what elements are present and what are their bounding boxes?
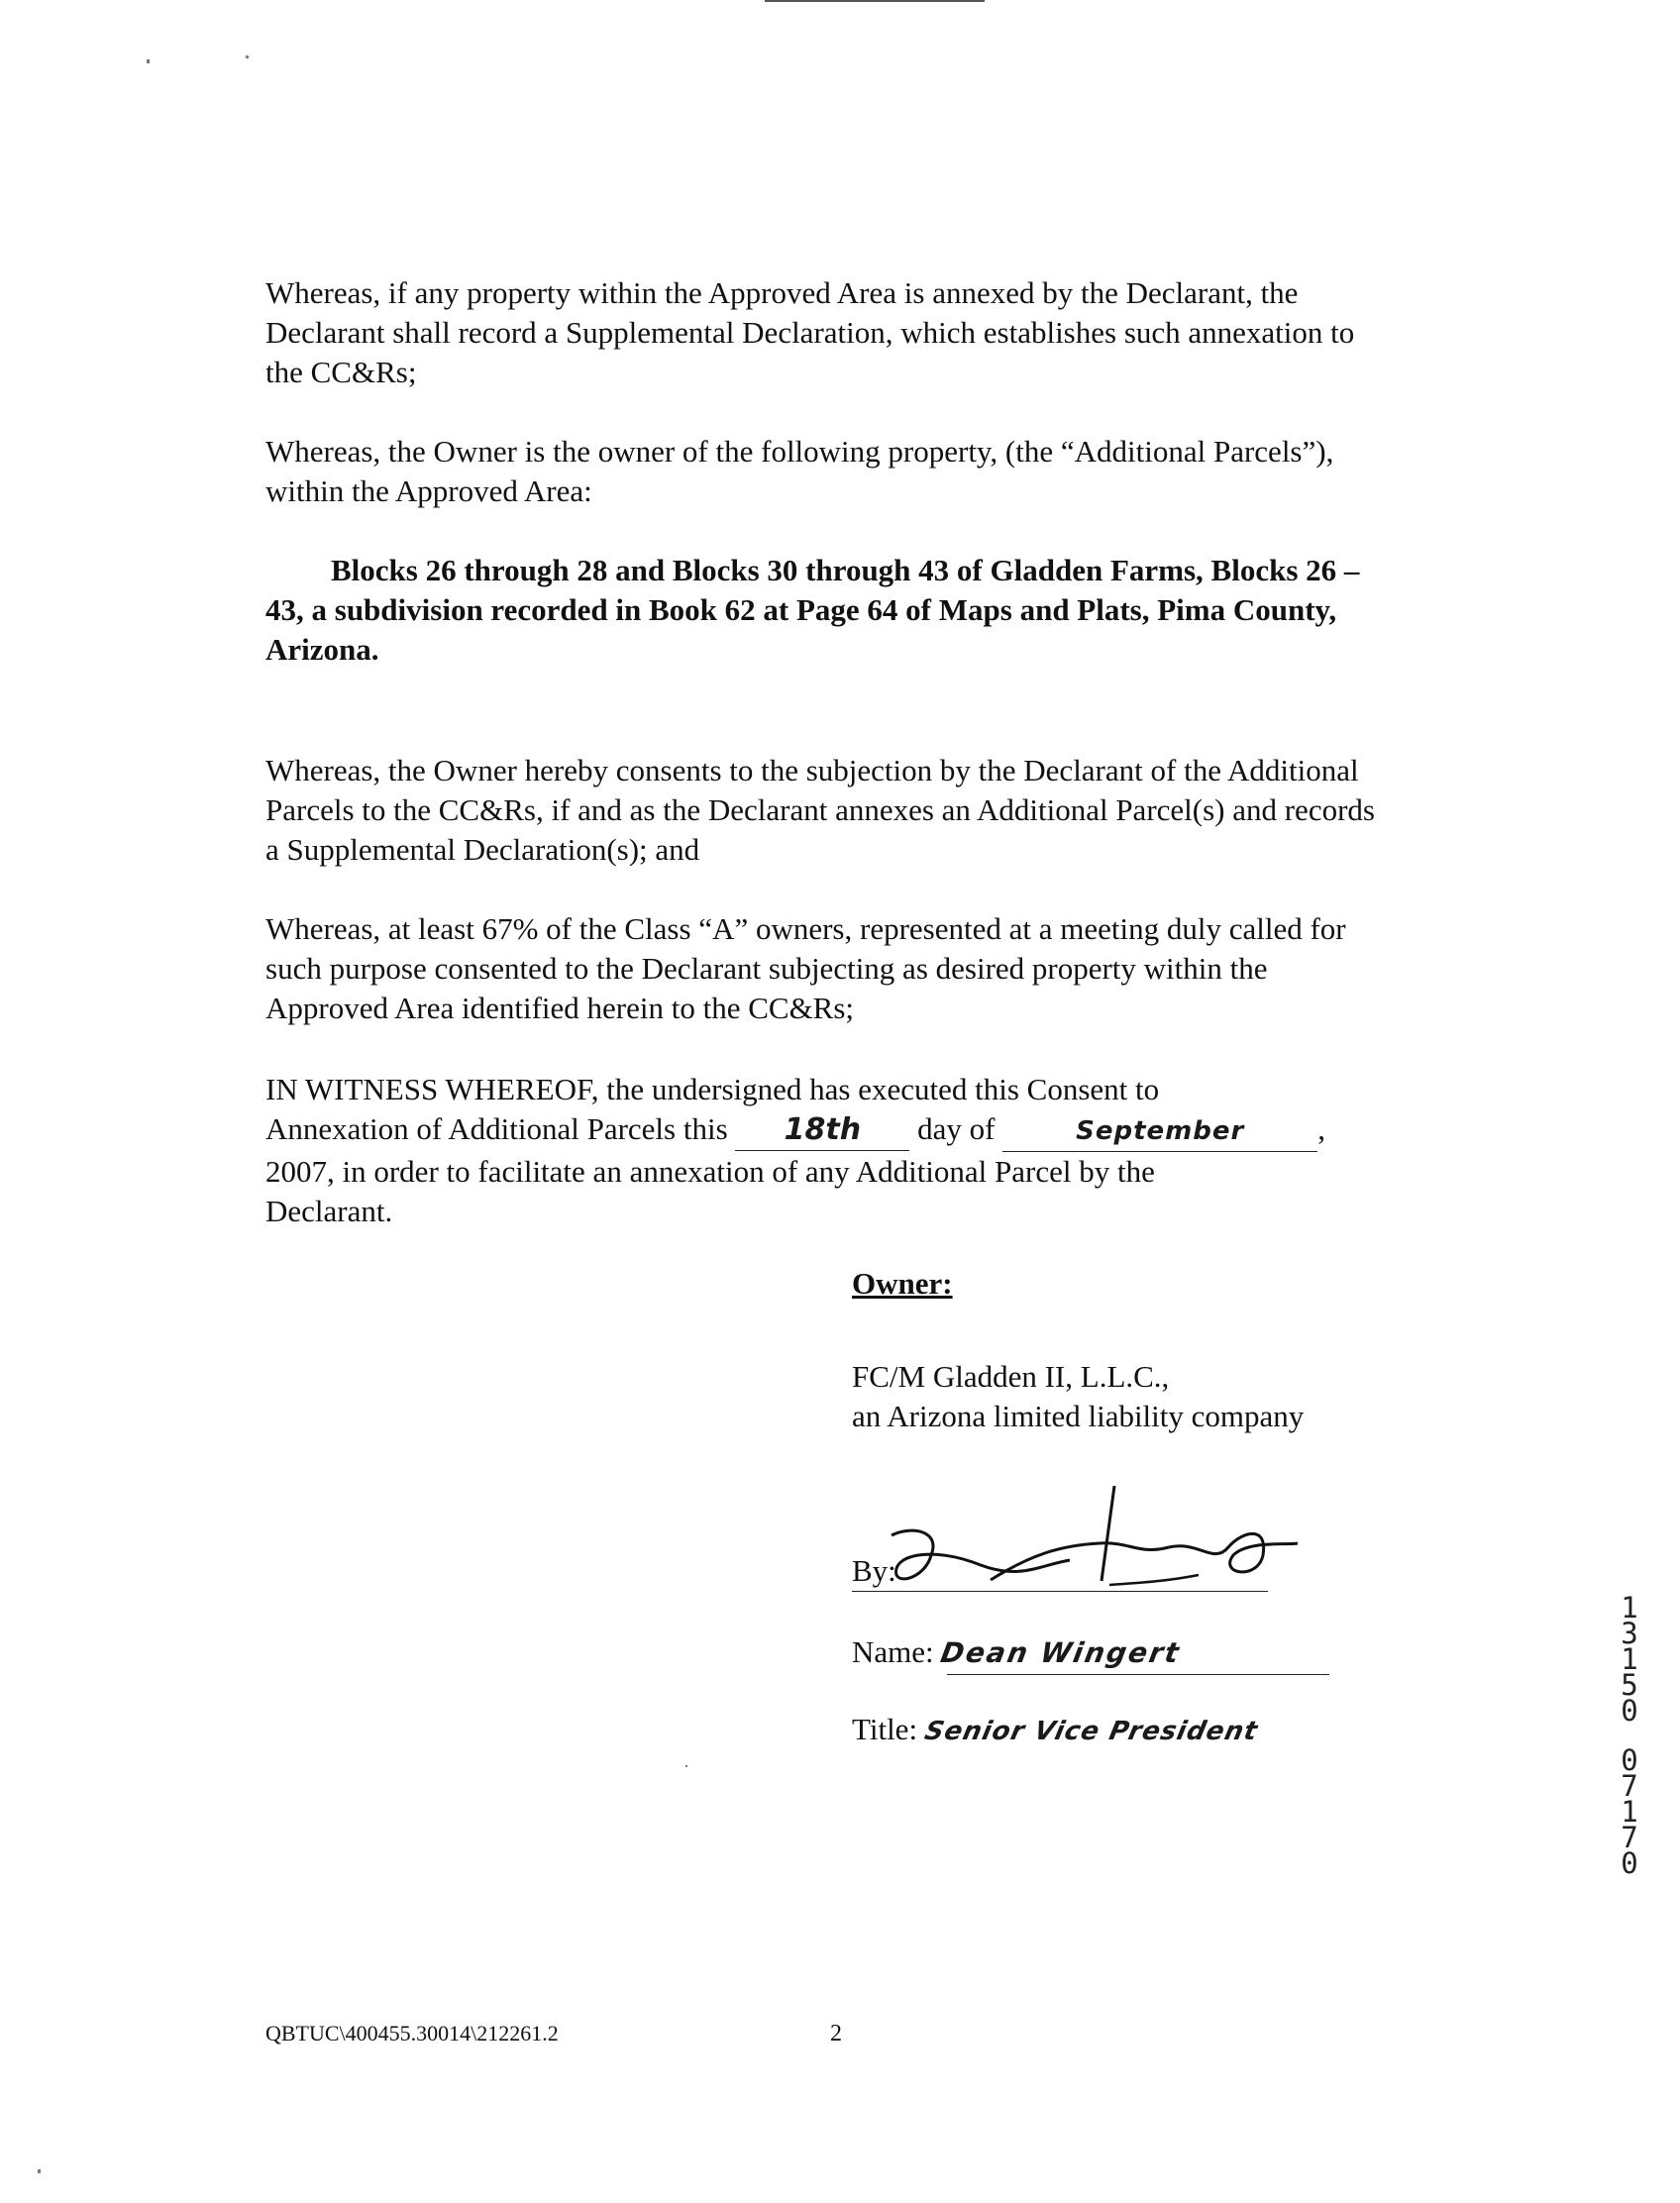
name-signature-line bbox=[947, 1674, 1329, 1675]
scan-speck bbox=[38, 2169, 41, 2173]
recording-digit: 7 bbox=[1621, 1769, 1638, 1803]
witness-line-1: IN WITNESS WHEREOF, the undersigned has executed this Consent to bbox=[265, 1072, 1160, 1106]
witness-paragraph bbox=[265, 1070, 1395, 1231]
top-edge-rule bbox=[765, 0, 985, 2]
title-row bbox=[852, 1712, 1261, 1747]
witness-line-2 bbox=[265, 1109, 1395, 1152]
recording-digit: 1 bbox=[1621, 1591, 1638, 1625]
owner-company-name: FC/M Gladden II, L.L.C., bbox=[852, 1359, 1170, 1394]
owner-company-description: an Arizona limited liability company bbox=[852, 1399, 1305, 1433]
recital-paragraph-4 bbox=[265, 909, 1395, 1028]
handwritten-signature bbox=[872, 1486, 1308, 1615]
legal-description-text: Blocks 26 through 28 and Blocks 30 through 43 of Gladden Farms, Blocks 26 – 43, a subdivision recorded in Book 62 at Page 64 of Maps and Plats, Pima County, Arizona. bbox=[265, 553, 1360, 667]
recital-text: Whereas, the Owner hereby consents to the subjection by the Declarant of the Additional Parcels to the CC&Rs, if and as the Declarant annexes an Additional Parcel(s) and records a Supplemental Declaration(s); and bbox=[265, 753, 1375, 867]
witness-line-4: Declarant. bbox=[265, 1194, 393, 1228]
by-label: By: bbox=[852, 1553, 896, 1588]
recital-text: Whereas, if any property within the Approved Area is annexed by the Declarant, the Declarant shall record a Supplemental Declaration, which establishes such annexation to the CC&Rs; bbox=[265, 275, 1355, 389]
recording-digit: 7 bbox=[1621, 1821, 1638, 1854]
recital-paragraph-3 bbox=[265, 751, 1395, 870]
witness-line-2-prefix: Annexation of Additional Parcels this bbox=[265, 1111, 728, 1146]
scan-speck bbox=[685, 1765, 687, 1767]
recording-digit: 0 bbox=[1621, 1694, 1638, 1728]
recording-digit: 0 bbox=[1621, 1743, 1638, 1777]
recital-paragraph-1 bbox=[265, 273, 1395, 392]
day-blank bbox=[735, 1109, 909, 1151]
recital-text: Whereas, at least 67% of the Class “A” owners, represented at a meeting duly called for such purpose consented to the Declarant subjecting as desired property within the Approved Area identified herein to the CC&Rs; bbox=[265, 911, 1346, 1025]
name-handwritten: Dean Wingert bbox=[938, 1636, 1184, 1669]
owner-heading: Owner: bbox=[852, 1266, 953, 1301]
page-number: 2 bbox=[830, 2021, 842, 2046]
owner-block bbox=[852, 1264, 1304, 1436]
recording-digit: 0 bbox=[1621, 1846, 1638, 1880]
title-handwritten: Senior Vice President bbox=[921, 1717, 1261, 1746]
title-label: Title: bbox=[852, 1712, 918, 1746]
name-row bbox=[852, 1634, 1184, 1670]
recording-digit: 1 bbox=[1621, 1795, 1638, 1829]
month-blank bbox=[1002, 1109, 1317, 1152]
day-handwritten: 18th bbox=[784, 1112, 862, 1147]
witness-line-2-mid: day of bbox=[917, 1111, 996, 1146]
scan-speck bbox=[147, 59, 150, 63]
recording-digit: 3 bbox=[1621, 1617, 1638, 1650]
legal-description bbox=[265, 551, 1395, 670]
recording-digit: 5 bbox=[1621, 1668, 1638, 1702]
recording-number-stamp bbox=[1615, 1591, 1644, 1880]
recording-digit: 1 bbox=[1621, 1642, 1638, 1676]
month-handwritten: September bbox=[1076, 1116, 1245, 1146]
name-label: Name: bbox=[852, 1634, 934, 1669]
witness-line-3: 2007, in order to facilitate an annexation of any Additional Parcel by the bbox=[265, 1154, 1155, 1189]
scan-speck bbox=[245, 54, 249, 58]
recital-paragraph-2 bbox=[265, 432, 1395, 511]
recital-text: Whereas, the Owner is the owner of the following property, (the “Additional Parcels”), within the Approved Area: bbox=[265, 434, 1334, 508]
footer-document-reference: QBTUC\400455.30014\212261.2 bbox=[265, 2021, 559, 2046]
witness-line-2-suffix: , bbox=[1317, 1111, 1325, 1146]
